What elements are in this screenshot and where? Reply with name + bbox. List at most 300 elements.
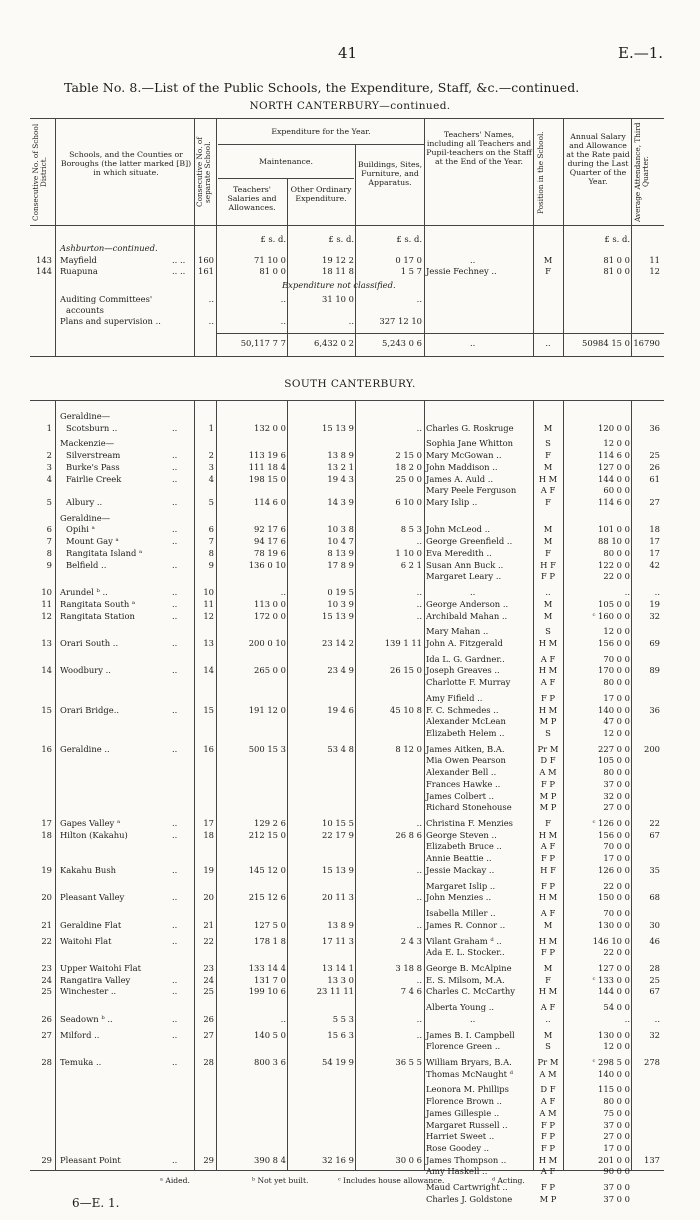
position-cell: A M: [539, 1107, 557, 1118]
section-south-heading: SOUTH CANTERBURY.: [284, 378, 416, 390]
district-number: 24: [41, 974, 52, 985]
district-number: 11: [41, 598, 52, 609]
annual-salary-cell: 81 0 0: [603, 266, 630, 276]
total-ann: 50984 15 0: [582, 338, 630, 348]
position-cell: M: [543, 536, 553, 547]
school-name: Geraldine Flat: [60, 919, 122, 930]
annual-salary-cell: 90 0 0: [603, 1166, 630, 1177]
teacher-name: Annie Beattie ..: [426, 853, 492, 864]
table-row: [0, 802, 700, 813]
position-cell: A M: [539, 1068, 557, 1079]
annual-salary-cell: 70 0 0: [603, 653, 630, 664]
salaries-cell: 800 3 6: [254, 1057, 286, 1067]
header-teachers: Teachers' Names, including all Teachers and Pupil-teachers on the Staff at the End of the Year.: [426, 130, 532, 166]
table-row: [0, 818, 700, 829]
position-cell: S: [545, 438, 551, 449]
salaries-cell: 145 12 0: [248, 864, 286, 875]
school-number: 160: [198, 254, 214, 265]
other-expenditure-cell: 23 4 9: [327, 665, 354, 676]
table-row: [0, 450, 700, 461]
teacher-name: James Aitken, B.A.: [426, 743, 505, 754]
buildings-cell: 18 2 0: [395, 461, 422, 472]
school-number: 27: [203, 1029, 214, 1040]
plans-row: [0, 316, 700, 327]
teacher-name: George Greenfield ..: [426, 536, 513, 547]
other-expenditure-cell: 13 8 9: [327, 919, 354, 930]
school-name: Belfield ..: [66, 559, 107, 570]
auditing-bld: ..: [416, 294, 422, 304]
position-cell: M: [543, 919, 553, 930]
school-number: 1: [208, 422, 214, 433]
header-annual: Annual Salary and Allowance at the Rate paid during the Last Quarter of the Year.: [566, 132, 630, 186]
position-cell: M: [543, 422, 553, 433]
attendance-cell: 26: [649, 461, 660, 472]
attendance-cell: 22: [649, 818, 660, 829]
district-number: 143: [36, 254, 52, 265]
annual-salary-cell: 75 0 0: [603, 1107, 630, 1118]
position-cell: H M: [538, 1154, 558, 1165]
south-top-rule: [30, 400, 664, 401]
annual-salary-cell: 80 0 0: [603, 767, 630, 778]
auditing-label: Auditing Committees': [60, 294, 153, 304]
school-number: 21: [203, 919, 214, 930]
salaries-cell: 81 0 0: [259, 266, 286, 276]
other-expenditure-cell: 23 14 2: [322, 637, 354, 648]
plans-bld: 327 12 10: [379, 316, 422, 326]
header-expenditure: Expenditure for the Year.: [271, 127, 371, 136]
teacher-name: George Anderson ..: [426, 598, 509, 609]
plans-oth: ..: [348, 316, 354, 326]
school-name: Burke's Pass: [66, 461, 120, 472]
leader-dots: ..: [172, 587, 178, 598]
table-row: [0, 744, 700, 755]
school-name: Fairlie Creek: [66, 473, 122, 484]
position-cell: M: [543, 524, 553, 535]
table-row: [0, 975, 700, 986]
school-name: Arundel ᵇ ..: [60, 587, 108, 598]
position-cell: F: [545, 497, 551, 508]
buildings-cell: 2 4 3: [400, 935, 422, 946]
district-number: 12: [41, 610, 52, 621]
table-row: [0, 865, 700, 876]
leader-dots: ..: [172, 524, 178, 535]
salaries-cell: 390 8 4: [254, 1154, 286, 1165]
attendance-cell: ..: [654, 587, 660, 598]
other-expenditure-cell: 32 16 9: [322, 1154, 354, 1165]
teacher-name: Alexander Bell ..: [426, 767, 497, 778]
position-cell: M P: [539, 716, 557, 727]
district-number: 26: [41, 1013, 52, 1024]
buildings-cell: 1 5 7: [400, 266, 422, 276]
buildings-cell: ..: [416, 598, 422, 609]
school-number: 7: [208, 536, 214, 547]
teacher-name: Florence Brown ..: [426, 1096, 502, 1107]
totals-rule: [216, 333, 664, 334]
sal-units: £ s. d.: [260, 234, 286, 244]
annual-salary-cell: 126 0 0: [598, 864, 630, 875]
position-cell: D F: [540, 755, 556, 766]
attendance-cell: 17: [649, 536, 660, 547]
position-cell: M: [543, 461, 553, 472]
table-row: [0, 892, 700, 903]
teacher-name: Susan Ann Buck ..: [426, 559, 504, 570]
table-row: [0, 536, 700, 547]
plans-label: Plans and supervision ..: [60, 316, 161, 326]
school-number: 20: [203, 892, 214, 903]
table-row: [0, 626, 700, 637]
district-number: 8: [46, 547, 52, 558]
position-cell: ..: [545, 587, 551, 598]
annual-salary-cell: 80 0 0: [603, 1096, 630, 1107]
leader-dots: ..: [172, 974, 178, 985]
salaries-cell: 111 18 4: [248, 461, 286, 472]
teacher-name: John Maddison ..: [426, 461, 498, 472]
annual-salary-cell: 122 0 0: [598, 559, 630, 570]
position-cell: A F: [540, 1002, 556, 1013]
position-cell: M P: [539, 1193, 557, 1204]
other-expenditure-cell: 10 4 7: [327, 536, 354, 547]
table-row: [0, 841, 700, 852]
table-row: [0, 1108, 700, 1119]
table-row: [0, 986, 700, 997]
footnote-not-built: ᵇ Not yet built.: [252, 1176, 309, 1185]
teacher-name: Mary McGowan ..: [426, 450, 502, 461]
leader-dots: ..: [172, 935, 178, 946]
teacher-name: Jessie Mackay ..: [426, 864, 495, 875]
position-cell: H F: [540, 864, 556, 875]
position-cell: H M: [538, 829, 558, 840]
annual-salary-cell: 27 0 0: [603, 1131, 630, 1142]
position-cell: H M: [538, 986, 558, 997]
position-cell: M P: [539, 802, 557, 813]
position-cell: F P: [540, 947, 556, 958]
table-row: [0, 677, 700, 688]
table-row: [0, 1131, 700, 1142]
ann-units: £ s. d.: [604, 234, 630, 244]
table-row: [0, 638, 700, 649]
other-expenditure-cell: 8 13 9: [327, 547, 354, 558]
position-cell: F P: [540, 853, 556, 864]
annual-salary-cell: 105 0 0: [598, 598, 630, 609]
buildings-cell: ..: [416, 587, 422, 598]
district-number: 4: [46, 473, 52, 484]
district-number: 14: [41, 665, 52, 676]
district-number: 18: [41, 829, 52, 840]
page-reference: E.—1.: [618, 44, 664, 62]
position-cell: M: [543, 962, 553, 973]
header-schools: Schools, and the Counties or Boroughs (the latter marked [B]) in which situate.: [60, 150, 192, 177]
other-expenditure-cell: 13 14 1: [322, 962, 354, 973]
table-row: [0, 1030, 700, 1041]
table-row: [0, 920, 700, 931]
attendance-cell: 89: [649, 665, 660, 676]
leader-dots: ..: [172, 665, 178, 676]
attendance-cell: 28: [649, 962, 660, 973]
school-number: 3: [208, 461, 214, 472]
teacher-name: Isabella Miller ..: [426, 908, 496, 919]
position-cell: H M: [538, 665, 558, 676]
other-expenditure-cell: 15 13 9: [322, 864, 354, 875]
table-row: [0, 693, 700, 704]
table-row: [0, 411, 700, 422]
position-cell: A F: [540, 908, 556, 919]
position-cell: H M: [538, 637, 558, 648]
other-expenditure-cell: 15 13 9: [322, 422, 354, 433]
district-number: 9: [46, 559, 52, 570]
attendance-cell: 67: [649, 986, 660, 997]
school-number: 25: [203, 986, 214, 997]
attendance-cell: 68: [649, 892, 660, 903]
annual-salary-cell: 17 0 0: [603, 692, 630, 703]
school-name: Opihi ᵃ: [66, 524, 95, 535]
teacher-name: Maud Cartwright ..: [426, 1182, 508, 1193]
leader-dots: ..: [172, 818, 178, 829]
footer-page-ref: 6—E. 1.: [72, 1196, 120, 1210]
teacher-name: Frances Hawke ..: [426, 778, 501, 789]
annual-salary-cell: 201 0 0: [598, 1154, 630, 1165]
leader-dots: ..: [172, 1029, 178, 1040]
table-row: [0, 513, 700, 524]
leader-dots: ..: [172, 986, 178, 997]
annual-salary-cell: 37 0 0: [603, 1182, 630, 1193]
district-number: 10: [41, 587, 52, 598]
district-number: 3: [46, 461, 52, 472]
teacher-name: Rose Goodey ..: [426, 1143, 490, 1154]
teacher-name: Florence Green ..: [426, 1041, 501, 1052]
salaries-cell: 215 12 6: [248, 892, 286, 903]
table-row: [0, 423, 700, 434]
school-number: 14: [203, 665, 214, 676]
school-name: Geraldine—: [60, 411, 111, 421]
annual-salary-cell: 227 0 0: [598, 743, 630, 754]
buildings-cell: 2 15 0: [395, 450, 422, 461]
school-name: Rangitata South ᵃ: [60, 598, 136, 609]
teacher-name: John Menzies ..: [426, 892, 492, 903]
school-name: Albury ..: [66, 497, 103, 508]
teacher-name: F. C. Schmedes ..: [426, 704, 499, 715]
table-row: [0, 767, 700, 778]
other-expenditure-cell: 10 3 9: [327, 598, 354, 609]
other-expenditure-cell: 20 11 3: [322, 892, 354, 903]
salaries-cell: 191 12 0: [248, 704, 286, 715]
teacher-name: Richard Stonehouse: [426, 802, 512, 813]
school-number: 15: [203, 704, 214, 715]
section-north-heading: NORTH CANTERBURY—continued.: [249, 100, 451, 112]
teacher-name: William Bryars, B.A.: [426, 1057, 512, 1067]
table-row: [0, 1069, 700, 1080]
teacher-name: James Colbert ..: [426, 790, 495, 801]
auditing-label-cont: accounts: [66, 305, 104, 315]
annual-salary-cell: 114 6 0: [598, 497, 630, 508]
table-row: [0, 665, 700, 676]
teacher-name: Alexander McLean: [426, 716, 506, 727]
teacher-name: Joseph Greaves ..: [426, 665, 500, 676]
attendance-cell: 11: [649, 254, 660, 265]
school-name: Silverstream: [66, 450, 121, 461]
leader-dots: .. ..: [172, 266, 186, 276]
table-row: [0, 936, 700, 947]
salaries-cell: ..: [280, 587, 286, 598]
table-row: [0, 255, 700, 266]
annual-salary-cell: 22 0 0: [603, 571, 630, 582]
teacher-name: Mia Owen Pearson: [426, 755, 506, 766]
table-row: [0, 560, 700, 571]
teacher-name: Mary Peele Ferguson: [426, 485, 517, 496]
teacher-name: George B. McAlpine: [426, 962, 512, 973]
buildings-cell: 45 10 8: [390, 704, 422, 715]
school-number: 18: [203, 829, 214, 840]
table-row: [0, 485, 700, 496]
annual-salary-cell: 140 0 0: [598, 1068, 630, 1079]
table-row: [0, 474, 700, 485]
school-number: 22: [203, 935, 214, 946]
leader-dots: ..: [172, 1013, 178, 1024]
buildings-cell: ..: [416, 1013, 422, 1024]
table-row: [0, 755, 700, 766]
school-number: 2: [208, 450, 214, 461]
buildings-cell: 0 17 0: [395, 254, 422, 265]
header-maintenance: Maintenance.: [258, 157, 314, 166]
buildings-cell: ..: [416, 974, 422, 985]
salaries-cell: 178 1 8: [254, 935, 286, 946]
table-row: [0, 599, 700, 610]
school-name: Orari Bridge..: [60, 704, 120, 715]
school-name: Rangatira Valley: [60, 974, 131, 985]
district-number: 7: [46, 536, 52, 547]
position-cell: F P: [540, 571, 556, 582]
school-name: Winchester ..: [60, 986, 117, 997]
table-row: [0, 1084, 700, 1095]
table-row: [0, 947, 700, 958]
teacher-name: Charles C. McCarthy: [426, 986, 515, 997]
attendance-cell: 36: [649, 422, 660, 433]
teacher-name: Mary Mahan ..: [426, 626, 489, 637]
salaries-cell: 133 14 4: [248, 962, 286, 973]
school-number: 5: [208, 497, 214, 508]
buildings-cell: 7 4 6: [400, 986, 422, 997]
attendance-cell: 35: [649, 864, 660, 875]
footnote-aided: ᵃ Aided.: [160, 1176, 190, 1185]
buildings-cell: ..: [416, 892, 422, 903]
other-expenditure-cell: 13 3 0: [327, 974, 354, 985]
teacher-name: ..: [470, 254, 476, 265]
table-row: [0, 462, 700, 473]
position-cell: M: [543, 598, 553, 609]
district-number: 16: [41, 743, 52, 754]
leader-dots: ..: [172, 461, 178, 472]
position-cell: D F: [540, 1084, 556, 1095]
buildings-cell: ..: [416, 1029, 422, 1040]
teacher-name: James Thompson ..: [426, 1154, 507, 1165]
attendance-cell: 69: [649, 637, 660, 648]
position-cell: F: [545, 266, 551, 276]
district-number: 13: [41, 637, 52, 648]
header-consec-school: Consecutive No. of separate School.: [195, 137, 212, 207]
annual-salary-cell: 81 0 0: [603, 254, 630, 265]
teacher-name: Christina F. Menzies: [426, 818, 513, 829]
salaries-cell: 198 15 0: [248, 473, 286, 484]
annual-salary-cell: 32 0 0: [603, 790, 630, 801]
table-row: [0, 791, 700, 802]
annual-salary-cell: 17 0 0: [603, 1143, 630, 1154]
plans-sal: ..: [280, 316, 286, 326]
teacher-name: James A. Auld ..: [426, 473, 494, 484]
other-expenditure-cell: 18 11 8: [322, 266, 354, 276]
school-number: 28: [203, 1057, 214, 1067]
salaries-cell: 94 17 6: [254, 536, 286, 547]
buildings-cell: 3 18 8: [395, 962, 422, 973]
north-bottom-rule: [30, 356, 664, 357]
district-number: 27: [41, 1029, 52, 1040]
salaries-cell: 78 19 6: [254, 547, 286, 558]
school-number: 17: [203, 818, 214, 829]
district-number: 22: [41, 935, 52, 946]
teacher-name: Margaret Leary ..: [426, 571, 502, 582]
school-number: 10: [203, 587, 214, 598]
salaries-cell: 199 10 6: [248, 986, 286, 997]
annual-salary-cell: ᶜ 160 0 0: [592, 610, 630, 621]
teacher-name: Amy Fifield ..: [426, 692, 483, 703]
buildings-cell: 30 0 6: [395, 1154, 422, 1165]
school-number: 9: [208, 559, 214, 570]
buildings-cell: 8 5 3: [400, 524, 422, 535]
footnote-acting: ᵈ Acting.: [492, 1176, 525, 1185]
buildings-cell: ..: [416, 864, 422, 875]
school-name: Rangitata Station: [60, 610, 135, 621]
auditing-row-cont: [0, 305, 700, 316]
teacher-name: Alberta Young ..: [426, 1002, 495, 1013]
annual-salary-cell: 144 0 0: [598, 473, 630, 484]
table-row: [0, 1002, 700, 1013]
other-expenditure-cell: 19 4 6: [327, 704, 354, 715]
position-cell: M: [543, 254, 553, 265]
annual-salary-cell: 80 0 0: [603, 547, 630, 558]
table-row: [0, 881, 700, 892]
annual-salary-cell: ..: [624, 1013, 630, 1024]
annual-salary-cell: 12 0 0: [603, 728, 630, 738]
leader-dots: ..: [172, 892, 178, 903]
teacher-name: Amy Haskell ..: [426, 1166, 488, 1177]
other-expenditure-cell: 17 11 3: [322, 935, 354, 946]
annual-salary-cell: 47 0 0: [603, 716, 630, 727]
annual-salary-cell: 80 0 0: [603, 677, 630, 688]
teacher-name: E. S. Milsom, M.A.: [426, 974, 505, 985]
position-cell: A F: [540, 677, 556, 688]
salaries-cell: 140 5 0: [254, 1029, 286, 1040]
attendance-cell: 32: [649, 610, 660, 621]
school-name: Waitohi Flat: [60, 935, 112, 946]
annual-salary-cell: 27 0 0: [603, 802, 630, 813]
school-name: Upper Waitohi Flat: [60, 962, 141, 973]
attendance-cell: 27: [649, 497, 660, 508]
school-name: Kakahu Bush: [60, 864, 117, 875]
teacher-name: Elizabeth Helem ..: [426, 728, 505, 738]
header-average: Average Attendance, Third Quarter.: [633, 122, 650, 222]
header-other: Other Ordinary Expenditure.: [290, 185, 352, 203]
annual-salary-cell: 127 0 0: [598, 461, 630, 472]
table-row: [0, 1014, 700, 1025]
school-name: Mayfield: [60, 254, 97, 265]
header-top-rule: [30, 118, 664, 119]
position-cell: S: [545, 728, 551, 738]
district-number: 25: [41, 986, 52, 997]
table-row: [0, 830, 700, 841]
attendance-cell: 25: [649, 974, 660, 985]
salaries-cell: 131 7 0: [254, 974, 286, 985]
table-row: [0, 243, 700, 254]
attendance-cell: 67: [649, 829, 660, 840]
leader-dots: ..: [172, 1154, 178, 1165]
